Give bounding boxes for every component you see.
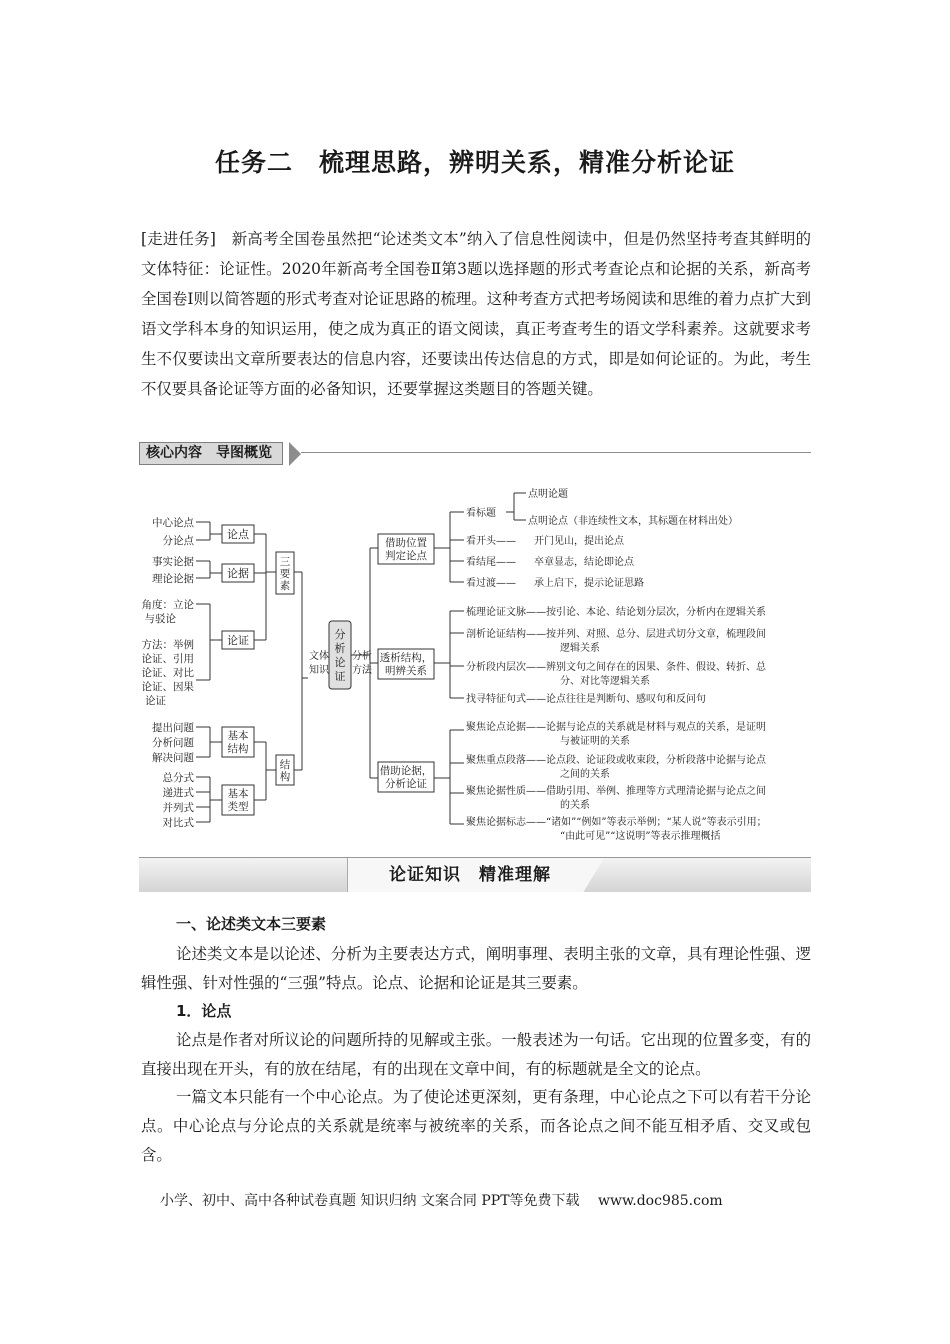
section-banner bbox=[139, 857, 811, 892]
box-basic-type-1: 基本 bbox=[227, 788, 249, 800]
box-structure-1: 结 bbox=[279, 759, 291, 771]
core-content-banner bbox=[139, 440, 811, 466]
box-three-elements-3: 素 bbox=[279, 580, 291, 592]
mind-map bbox=[130, 478, 820, 848]
box-position-2: 判定论点 bbox=[385, 550, 427, 562]
item-paragraph-1: 分析段内层次——辨别文句之间存在的因果、条件、假设、转折、总 bbox=[466, 662, 766, 673]
label-method-2: 论证、引用 bbox=[141, 653, 194, 665]
mind-map-left-boxes bbox=[222, 525, 294, 815]
label-analysis-method-2: 方法 bbox=[352, 665, 372, 676]
footer: 小学、初中、高中各种试卷真题 知识归纳 文案合同 PPT等免费下载 www.doc985.com bbox=[160, 1193, 723, 1209]
label-genre-knowledge-2: 知识 bbox=[309, 665, 329, 676]
label-general-specific: 总分式 bbox=[162, 772, 194, 784]
box-basic-type-2: 类型 bbox=[227, 801, 249, 813]
sub1-paragraph-2: 一篇文本只能有一个中心论点。为了使论述更深刻，更有条理，中心论点之下可以有若干分论点。中心论点与分论点的关系就是统率与被统率的关系，而各论点之间不能互相矛盾、交叉或包含。 bbox=[141, 1088, 811, 1164]
label-method-5: 论证 bbox=[145, 695, 166, 707]
label-sub-argument: 分论点 bbox=[162, 535, 194, 547]
box-structure-analysis-1: 透析结构， bbox=[379, 652, 433, 664]
page-title: 任务二 梳理思路，辨明关系，精准分析论证 bbox=[214, 148, 735, 177]
item-focus-marker-1: 聚焦论据标志——“诸如”“例如”等表示举例；“某人说”等表示引用； bbox=[466, 817, 767, 828]
item-ending-desc: 卒章显志，结论即论点 bbox=[534, 557, 634, 568]
item-focus-paragraph-1: 聚焦重点段落——论点段、论证段或收束段，分析段落中论据与论点 bbox=[466, 755, 766, 766]
item-context: 梳理论证文脉——按引论、本论、结论划分层次，分析内在逻辑关系 bbox=[466, 607, 766, 618]
item-sentence: 找寻特征句式——论点往往是判断句、感叹句和反问句 bbox=[466, 694, 706, 705]
banner-rule bbox=[301, 452, 811, 453]
box-reasoning: 论证 bbox=[227, 634, 249, 647]
label-analyze-question: 分析问题 bbox=[152, 737, 194, 749]
label-angle-1: 角度：立论 bbox=[141, 599, 194, 611]
box-argument: 论点 bbox=[227, 528, 249, 541]
center-char-4: 证 bbox=[334, 670, 346, 683]
box-structure-analysis-2: 明辨关系 bbox=[385, 665, 427, 677]
box-three-elements-1: 三 bbox=[279, 556, 291, 568]
center-char-1: 分 bbox=[334, 628, 346, 641]
mind-map-left-labels bbox=[142, 516, 195, 829]
mind-map-mid-connectors bbox=[351, 548, 378, 778]
label-method-4: 论证、因果 bbox=[141, 681, 194, 693]
item-opening-desc: 开门见山，提出论点 bbox=[534, 536, 624, 547]
core-content-label: 核心内容 导图概览 bbox=[139, 442, 283, 465]
box-evidence-analysis-2: 分析论证 bbox=[385, 778, 427, 790]
item-structure-1: 剖析论证结构——按并列、对照、总分、层进式切分文章，梳理段间 bbox=[466, 629, 766, 640]
section-banner-label: 论证知识 精准理解 bbox=[389, 865, 551, 885]
box-structure-2: 构 bbox=[279, 771, 291, 783]
label-center-argument: 中心论点 bbox=[152, 517, 194, 529]
item-ending: 看结尾—— bbox=[466, 557, 516, 568]
mind-map-center bbox=[329, 621, 351, 689]
item-focus-nature-2: 的关系 bbox=[560, 800, 590, 811]
center-char-3: 论 bbox=[334, 656, 346, 669]
label-solve-question: 解决问题 bbox=[152, 752, 194, 764]
box-three-elements-2: 要 bbox=[279, 568, 291, 580]
box-evidence: 论据 bbox=[227, 567, 249, 580]
item-state-argument: 点明论点（非连续性文本，其标题在材料出处） bbox=[528, 516, 738, 527]
sub1-heading: 1．论点 bbox=[176, 1002, 232, 1020]
banner-arrow-icon bbox=[289, 442, 301, 466]
item-focus-marker-2: “由此可见”“这说明”等表示推理概括 bbox=[560, 831, 721, 842]
section1-paragraph: 论述类文本是以论述、分析为主要表达方式，阐明事理、表明主张的文章，具有理论性强、逻辑性强、针对性强的“三强”特点。论点、论据和论证是其三要素。 bbox=[141, 945, 811, 992]
intro-paragraph: [走进任务] 新高考全国卷虽然把“论述类文本”纳入了信息性阅读中，但是仍然坚持考查其鲜明的文体特征：论证性。2020年新高考全国卷Ⅱ第3题以选择题的形式考查论点和论据的关系，新高考全国卷Ⅰ则以简答题的形式考查对论证思路的梳理。这种考查方式把考场阅读和思维的着力点扩大到语文学科本身的知识运用，使之成为真正的语文阅读，真正考查考生的语文学科素养。这就要求考生不仅要读出文章所要表达的信息内容，还要读出传达信息的方式，即是如何论证的。为此，考生不仅要具备论证等方面的必备知识，还要掌握这类题目的答题关键。 bbox=[141, 230, 811, 398]
label-analysis-method-1: 分析 bbox=[352, 651, 372, 662]
item-paragraph-2: 分、对比等逻辑关系 bbox=[560, 676, 650, 687]
item-focus-argument-1: 聚焦论点论据——论据与论点的关系就是材料与观点的关系，是证明 bbox=[466, 722, 766, 733]
label-parallel: 并列式 bbox=[162, 802, 194, 814]
item-structure-2: 逻辑关系 bbox=[560, 643, 600, 654]
item-opening: 看开头—— bbox=[466, 536, 516, 547]
label-method-1: 方法：举例 bbox=[141, 639, 194, 651]
section1-heading: 一、论述类文本三要素 bbox=[176, 915, 327, 933]
label-genre-knowledge-1: 文体 bbox=[309, 651, 329, 662]
sub1-paragraph-1: 论点是作者对所议论的问题所持的见解或主张。一般表述为一句话。它出现的位置多变，有的直接出现在开头，有的放在结尾，有的出现在文章中间，有的标题就是全文的论点。 bbox=[141, 1031, 811, 1078]
label-method-3: 论证、对比 bbox=[141, 667, 194, 679]
label-angle-2: 与驳论 bbox=[144, 613, 176, 625]
mind-map-right-labels bbox=[466, 487, 767, 842]
label-theory-evidence: 理论论据 bbox=[152, 573, 194, 585]
label-fact-evidence: 事实论据 bbox=[152, 556, 194, 568]
item-focus-nature-1: 聚焦论据性质——借助引用、举例、推理等方式理清论据与论点之间 bbox=[466, 786, 766, 797]
label-raise-question: 提出问题 bbox=[152, 722, 194, 734]
box-basic-structure-1: 基本 bbox=[227, 730, 249, 742]
item-title: 看标题 bbox=[466, 508, 496, 519]
item-focus-argument-2: 与被证明的关系 bbox=[560, 736, 630, 747]
item-focus-paragraph-2: 之间的关系 bbox=[560, 769, 610, 780]
label-progressive: 递进式 bbox=[162, 787, 194, 799]
center-char-2: 析 bbox=[334, 642, 346, 655]
box-evidence-analysis-1: 借助论据， bbox=[379, 765, 433, 777]
label-contrast: 对比式 bbox=[162, 817, 194, 829]
box-basic-structure-2: 结构 bbox=[227, 743, 249, 755]
item-transition: 看过渡—— bbox=[466, 578, 516, 589]
mind-map-right-boxes bbox=[378, 534, 434, 792]
item-state-topic: 点明论题 bbox=[528, 489, 568, 500]
item-transition-desc: 承上启下，提示论证思路 bbox=[534, 578, 644, 589]
box-position-1: 借助位置 bbox=[385, 537, 427, 549]
